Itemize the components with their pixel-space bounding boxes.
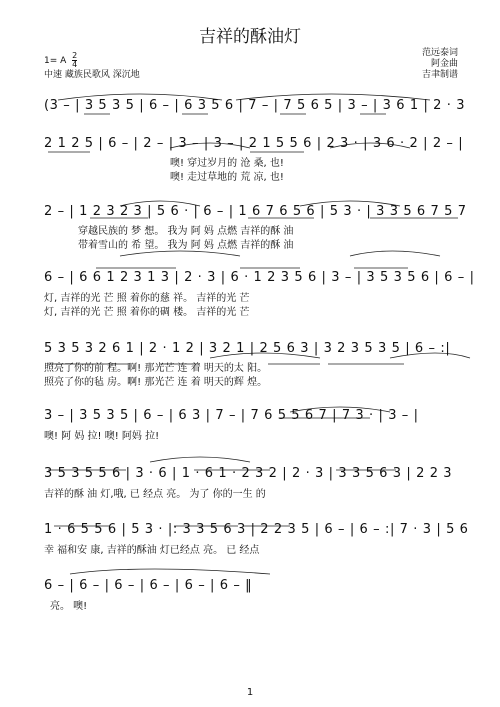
notation-line-6: 3 – | 3 5 3 5 | 6 – | 6 3 | 7 – | 7 6 5 5 6 7 | 7 3 · | 3 – | xyxy=(44,408,419,423)
lyric-line-4-verse-1: 灯, 吉祥的光 芒 照 着你的慈 祥。 吉祥的光 芒 xyxy=(44,293,250,304)
lyric-line-2-verse-1: 噢! 穿过岁月的 沧 桑, 也! xyxy=(170,158,284,169)
lyric-line-9: 亮。 噢! xyxy=(50,601,88,612)
notation-line-1: (3 – | 3 5 3 5 | 6 – | 6 3 5 6 | 7 – | 7 5 6 5 | 3 – | 3 6 1 | 2 · 3 xyxy=(44,98,466,113)
lyric-line-5-verse-2: 照亮了你的毡 房。啊! 那光芒 连 着 明天的辉 煌。 xyxy=(44,377,268,388)
lyricist-credit: 范远泰词 xyxy=(421,48,458,58)
key-label: 1= A xyxy=(44,56,67,66)
notation-line-9: 6 – | 6 – | 6 – | 6 – | 6 – | 6 – ‖ xyxy=(44,578,253,593)
time-top: 2 xyxy=(72,51,78,60)
lyric-line-6: 噢! 阿 妈 拉! 噢! 阿妈 拉! xyxy=(44,431,160,442)
lyric-line-3-verse-2: 带着雪山的 希 望。 我为 阿 妈 点燃 吉祥的酥 油 xyxy=(78,240,294,251)
lyric-line-7: 吉祥的酥 油 灯,哦, 已 经点 亮。 为了 你的一生 的 xyxy=(44,489,266,500)
composer-credit: 阿金曲 xyxy=(430,59,458,69)
notation-line-5: 5 3 5 3 2 6 1 | 2 · 1 2 | 3 2 1 | 2 5 6 3 | 3 2 3 5 3 5 | 6 – :| xyxy=(44,341,451,356)
song-title: 吉祥的酥油灯 xyxy=(199,27,301,47)
notation-line-8: 1 · 6 5 5 6 | 5 3 · |: 3 3 5 6 3 | 2 2 3 5 | 6 – | 6 – :| 7 · 3 | 5 6 xyxy=(44,522,469,537)
time-bottom: 4 xyxy=(72,60,78,69)
lyric-line-3-verse-1: 穿越民族的 梦 想。 我为 阿 妈 点燃 吉祥的酥 油 xyxy=(78,226,294,237)
time-signature xyxy=(72,52,77,69)
lyric-line-8: 幸 福和安 康, 吉祥的酥油 灯已经点 亮。 已 经点 xyxy=(44,545,260,556)
notation-line-2: 2 1 2 5 | 6 – | 2 – | 3 – | 3 – | 2 1 5 5 6 | 2 3 · | 3 6 · 2 | 2 – | xyxy=(44,136,464,151)
page-number: 1 xyxy=(246,687,254,698)
key-signature xyxy=(44,52,77,69)
lyric-line-4-verse-2: 灯, 吉祥的光 芒 照 着你的碉 楼。 吉祥的光 芒 xyxy=(44,307,250,318)
notation-line-4: 6 – | 6 6 1 2 3 1 3 | 2 · 3 | 6 · 1 2 3 5 6 | 3 – | 3 5 3 5 6 | 6 – | xyxy=(44,270,475,285)
lyric-line-5-verse-1: 照亮了你的前 程。啊! 那光芒 连 着 明天的太 阳。 xyxy=(44,363,268,374)
engraver-credit: 吉聿制谱 xyxy=(421,70,458,80)
tempo-marking: 中速 藏族民歌风 深沉地 xyxy=(44,70,140,80)
notation-line-7: 3 5 3 5 5 6 | 3 · 6 | 1 · 6 1 · 2 3 2 | 2 · 3 | 3 3 5 6 3 | 2 2 3 xyxy=(44,466,453,481)
notation-line-3: 2 – | 1 2 3 2 3 | 5 6 · | 6 – | 1 6 7 6 5 6 | 5 3 · | 3 3 5 6 7 5 7 xyxy=(44,204,467,219)
lyric-line-2-verse-2: 噢! 走过草地的 荒 凉, 也! xyxy=(170,172,284,183)
